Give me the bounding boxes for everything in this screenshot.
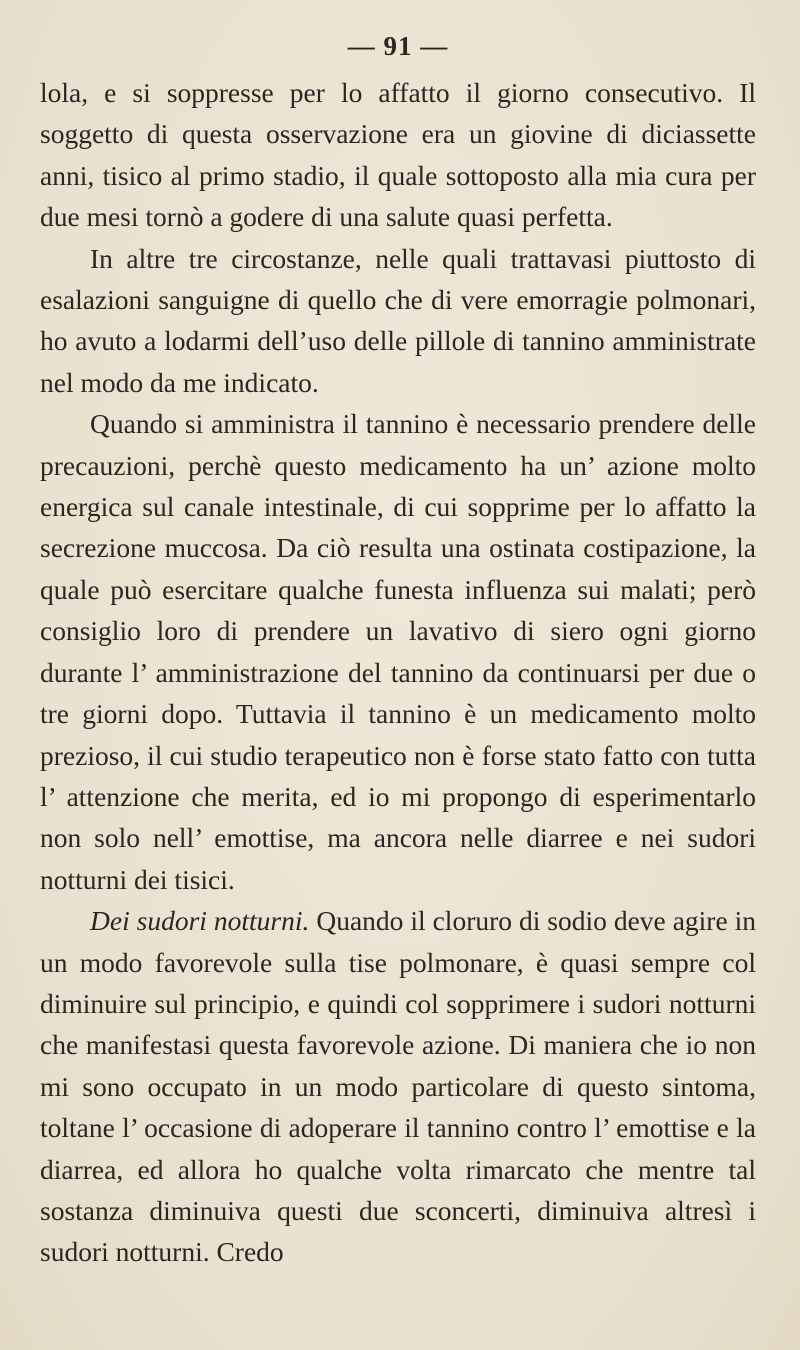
paragraph-4-text: Quando il cloruro di sodio deve agire in un modo favorevole sulla tise polmonare, è quasi sempre col diminuire sul principio, e quindi col sopprimere i sudori notturni che manifestasi questa favorevole azione. Di maniera che io non mi sono occupato in un modo particolare di questo sintoma, toltane l’ occasione di adoperare il tannino contro l’ emottise e la diarrea, ed allora ho qualche volta rimarcato che mentre tal sostanza diminuiva questi due sconcerti, diminuiva altresì i sudori notturni. Credo	[40, 905, 756, 1268]
page-number: — 91 —	[347, 31, 449, 61]
paragraph-4	[40, 900, 756, 1273]
section-heading: Dei sudori notturni.	[90, 905, 310, 937]
paragraph-3: Quando si amministra il tannino è necessario prendere delle precauzioni, perchè questo medicamento ha un’ azione molto energica sul canale intestinale, di cui sopprime per lo affatto la secrezione muccosa. Da ciò resulta una ostinata costipazione, la quale può esercitare qualche funesta influenza sui malati; però consiglio loro di prendere un lavativo di siero ogni giorno durante l’ amministrazione del tannino da continuarsi per due o tre giorni dopo. Tuttavia il tannino è un medicamento molto prezioso, il cui studio terapeutico non è forse stato fatto con tutta l’ attenzione che merita, ed io mi propongo di esperimentarlo non solo nell’ emottise, ma ancora nelle diarree e nei sudori notturni dei tisici.	[40, 408, 756, 895]
paragraph-2: In altre tre circostanze, nelle quali trattavasi piuttosto di esalazioni sanguigne di quello che di vere emorragie polmonari, ho avuto a lodarmi dell’uso delle pillole di tannino amministrate nel modo da me indicato.	[40, 242, 756, 398]
paragraph-1: lola, e si soppresse per lo affatto il giorno consecutivo. Il soggetto di questa osservazione era un giovine di diciassette anni, tisico al primo stadio, il quale sottoposto alla mia cura per due mesi tornò a godere di una salute quasi perfetta.	[40, 77, 756, 233]
page-body	[40, 72, 756, 1273]
